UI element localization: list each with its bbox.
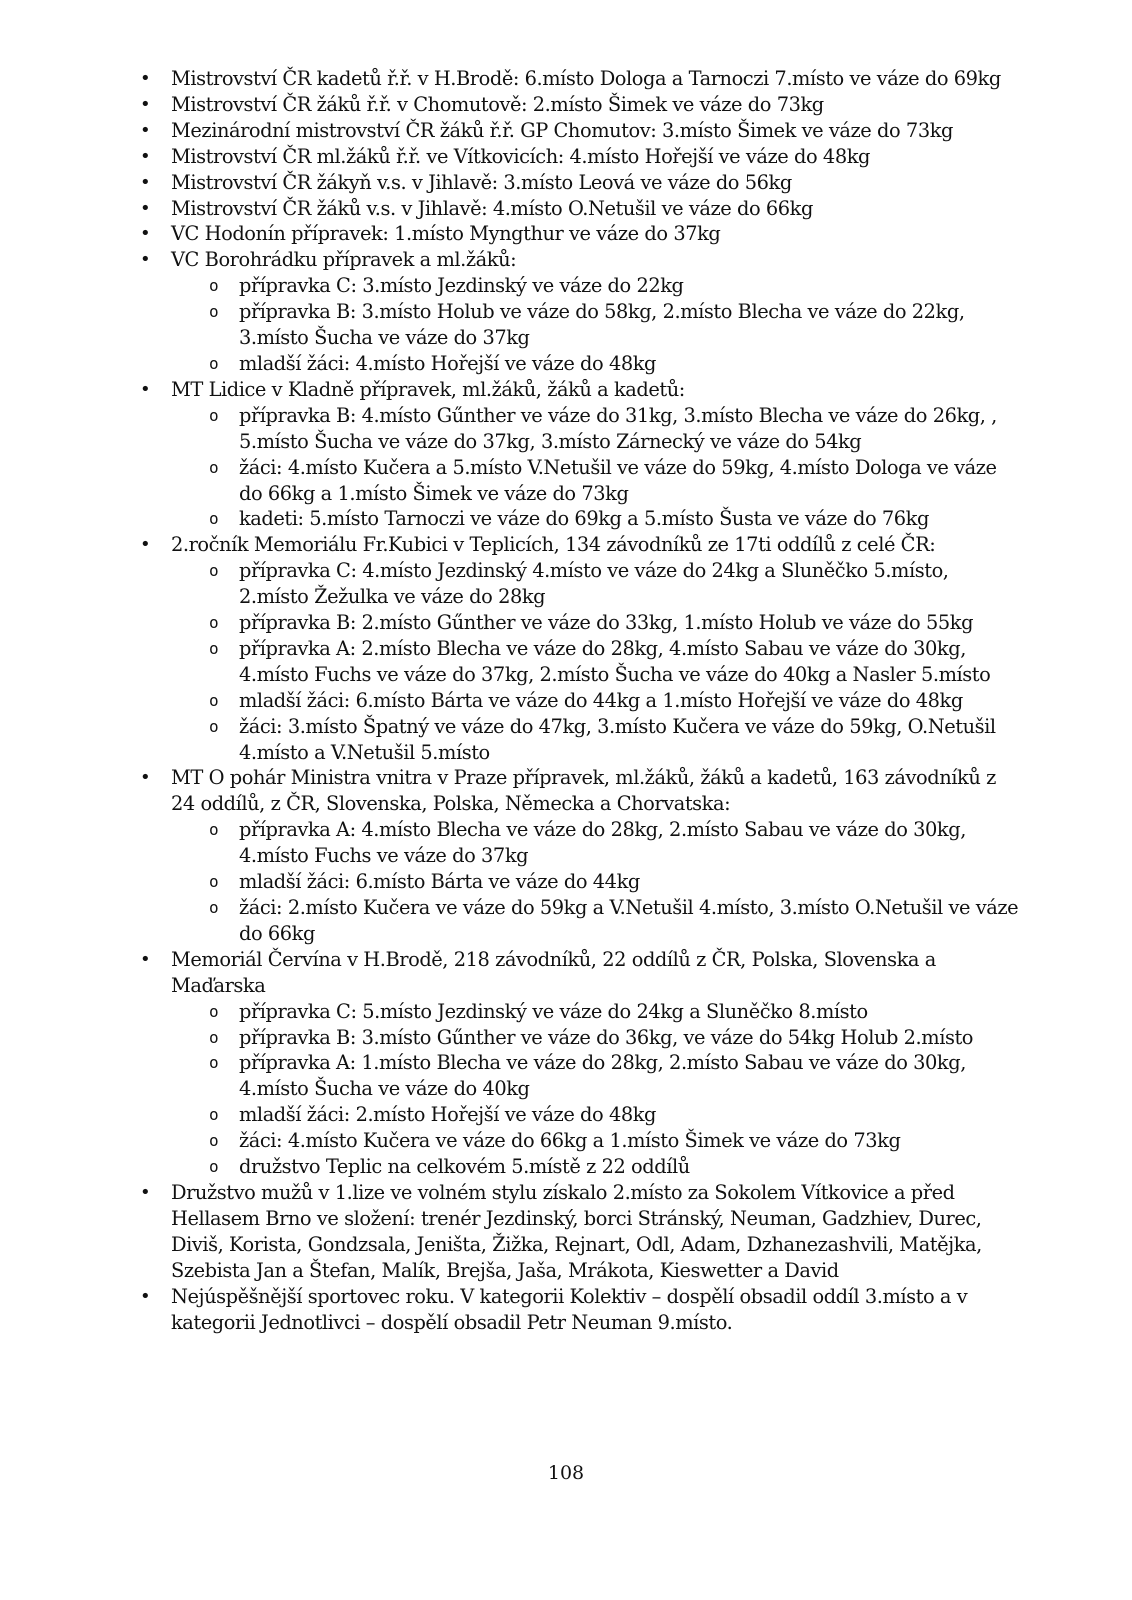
sub-list-item: o přípravka B: 3.místo Holub ve váze do 58kg, 2.místo Blecha ve váze do 22kg, 3.místo Šucha ve váze do 37kg bbox=[171, 299, 1020, 351]
list-item-text: MT O pohár Ministra vnitra v Praze přípravek, ml.žáků, žáků a kadetů, 163 závodníků z 24 oddílů, z ČR, Slovenska, Polska, Německa a Chorvatska: bbox=[171, 766, 996, 816]
list-item-text: Mistrovství ČR kadetů ř.ř. v H.Brodě: 6.místo Dologa a Tarnoczi 7.místo ve váze do 69kg bbox=[171, 67, 1001, 90]
list-item bbox=[140, 1284, 1020, 1336]
sub-list-item: o kadeti: 5.místo Tarnoczi ve váze do 69kg a 5.místo Šusta ve váze do 76kg bbox=[171, 506, 1020, 532]
sub-list-item: o přípravka A: 2.místo Blecha ve váze do 28kg, 4.místo Sabau ve váze do 30kg, 4.místo Fuchs ve váze do 37kg, 2.místo Šucha ve váze do 40kg a Nasler 5.místo bbox=[171, 636, 1020, 688]
list-item-text: Memoriál Červína v H.Brodě, 218 závodníků, 22 oddílů z ČR, Polska, Slovenska a Maďarska bbox=[171, 947, 936, 997]
sub-list-item: o přípravka A: 1.místo Blecha ve váze do 28kg, 2.místo Sabau ve váze do 30kg, 4.místo Šucha ve váze do 40kg bbox=[171, 1050, 1020, 1102]
sub-list-item: o mladší žáci: 4.místo Hořejší ve váze do 48kg bbox=[171, 351, 1020, 377]
page-number: 108 bbox=[547, 1462, 585, 1484]
list-item-text: Družstvo mužů v 1.lize ve volném stylu získalo 2.místo za Sokolem Vítkovice a před Hellasem Brno ve složení: trenér Jezdinský, borci Stránský, Neuman, Gadzhiev, Durec, Diviš, Korista, Gondzsala, Jeništa, Žižka, Rejnart, Odl, Adam, Dzhanezashvili, Matějka, Szebista Jan a Štefan, Malík, Brejša, Jaša, Mrákota, Kieswetter a David bbox=[171, 1180, 982, 1282]
sub-list-item: o žáci: 4.místo Kučera a 5.místo V.Netušil ve váze do 59kg, 4.místo Dologa ve váze do 66kg a 1.místo Šimek ve váze do 73kg bbox=[171, 455, 1020, 507]
list-item-text: Nejúspěšnější sportovec roku. V kategorii Kolektiv – dospělí obsadil oddíl 3.místo a v kategorii Jednotlivci – dospělí obsadil Petr Neuman 9.místo. bbox=[171, 1284, 968, 1334]
list-item bbox=[140, 118, 1020, 144]
results-list-container bbox=[140, 66, 1020, 1335]
sub-list-item: o přípravka A: 4.místo Blecha ve váze do 28kg, 2.místo Sabau ve váze do 30kg, 4.místo Fuchs ve váze do 37kg bbox=[171, 817, 1020, 869]
sub-list-item: o mladší žáci: 6.místo Bárta ve váze do 44kg bbox=[171, 869, 1020, 895]
list-item bbox=[140, 947, 1020, 1180]
list-item bbox=[140, 1180, 1020, 1284]
sub-list-item: o žáci: 4.místo Kučera ve váze do 66kg a 1.místo Šimek ve váze do 73kg bbox=[171, 1128, 1020, 1154]
list-item bbox=[140, 92, 1020, 118]
sub-list-item: o družstvo Teplic na celkovém 5.místě z 22 oddílů bbox=[171, 1154, 1020, 1180]
sub-list-item: o žáci: 2.místo Kučera ve váze do 59kg a V.Netušil 4.místo, 3.místo O.Netušil ve váze do 66kg bbox=[171, 895, 1020, 947]
list-item bbox=[140, 532, 1020, 765]
list-item bbox=[140, 144, 1020, 170]
sub-list-item: o přípravka C: 3.místo Jezdinský ve váze do 22kg bbox=[171, 273, 1020, 299]
list-item-text: Mistrovství ČR žákyň v.s. v Jihlavě: 3.místo Leová ve váze do 56kg bbox=[171, 170, 792, 194]
list-item-text: MT Lidice v Kladně přípravek, ml.žáků, žáků a kadetů: bbox=[171, 377, 685, 401]
sub-list-item: o mladší žáci: 6.místo Bárta ve váze do 44kg a 1.místo Hořejší ve váze do 48kg bbox=[171, 688, 1020, 714]
results-list bbox=[140, 66, 1020, 1335]
sub-list-item: o přípravka B: 3.místo Gűnther ve váze do 36kg, ve váze do 54kg Holub 2.místo bbox=[171, 1025, 1020, 1051]
list-item bbox=[140, 765, 1020, 946]
sub-list bbox=[171, 558, 1020, 765]
list-item-text: 2.ročník Memoriálu Fr.Kubici v Teplicích, 134 závodníků ze 17ti oddílů z celé ČR: bbox=[171, 533, 936, 557]
sub-list bbox=[171, 273, 1020, 377]
list-item bbox=[140, 377, 1020, 532]
sub-list-item: o přípravka B: 2.místo Gűnther ve váze do 33kg, 1.místo Holub ve váze do 55kg bbox=[171, 610, 1020, 636]
list-item bbox=[140, 221, 1020, 247]
list-item-text: VC Hodonín přípravek: 1.místo Myngthur ve váze do 37kg bbox=[171, 222, 721, 246]
list-item bbox=[140, 170, 1020, 196]
sub-list-item: o žáci: 3.místo Špatný ve váze do 47kg, 3.místo Kučera ve váze do 59kg, O.Netušil 4.místo a V.Netušil 5.místo bbox=[171, 714, 1020, 766]
sub-list bbox=[171, 817, 1020, 947]
sub-list-item: o přípravka C: 5.místo Jezdinský ve váze do 24kg a Sluněčko 8.místo bbox=[171, 999, 1020, 1025]
list-item-text: Mezinárodní mistrovství ČR žáků ř.ř. GP Chomutov: 3.místo Šimek ve váze do 73kg bbox=[171, 118, 953, 142]
list-item bbox=[140, 247, 1020, 377]
sub-list bbox=[171, 999, 1020, 1180]
sub-list bbox=[171, 403, 1020, 533]
list-item-text: Mistrovství ČR žáků ř.ř. v Chomutově: 2.místo Šimek ve váze do 73kg bbox=[171, 92, 824, 116]
list-item-text: Mistrovství ČR žáků v.s. v Jihlavě: 4.místo O.Netušil ve váze do 66kg bbox=[171, 196, 813, 220]
list-item-text: Mistrovství ČR ml.žáků ř.ř. ve Vítkovicích: 4.místo Hořejší ve váze do 48kg bbox=[171, 144, 870, 168]
sub-list-item: o mladší žáci: 2.místo Hořejší ve váze do 48kg bbox=[171, 1102, 1020, 1128]
sub-list-item: o přípravka C: 4.místo Jezdinský 4.místo ve váze do 24kg a Sluněčko 5.místo, 2.místo Žežulka ve váze do 28kg bbox=[171, 558, 1020, 610]
list-item bbox=[140, 66, 1020, 92]
list-item bbox=[140, 196, 1020, 222]
list-item-text: VC Borohrádku přípravek a ml.žáků: bbox=[171, 248, 517, 272]
sub-list-item: o přípravka B: 4.místo Gűnther ve váze do 31kg, 3.místo Blecha ve váze do 26kg, , 5.místo Šucha ve váze do 37kg, 3.místo Zárnecký ve váze do 54kg bbox=[171, 403, 1020, 455]
